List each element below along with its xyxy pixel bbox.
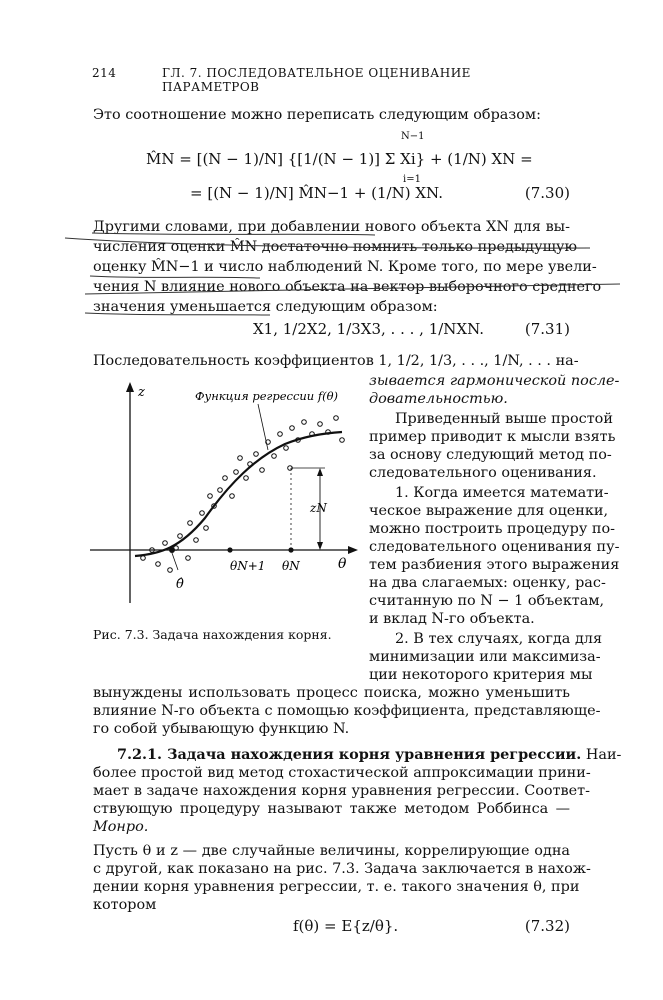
theta-hat-label: θ̂ [176,577,184,592]
equation-732-number: (7.32) [524,917,570,935]
intro-line: Это соотношение можно переписать следующим образом: [93,107,541,123]
curve-label: Функция регрессии f(θ) [195,389,339,403]
paragraph-3-line-3: го собой убывающую функцию N. [93,721,350,737]
paragraph-1-line-3: оценку M̂N−1 и число наблюдений N. Кроме того, по мере увели- [93,259,597,275]
section-title: 7.2.1. Задача нахождения корня уравнения регрессии. [117,746,582,763]
z-axis-label: z [138,385,145,400]
side-line-7: 1. Когда имеется математи- [395,485,609,501]
side-line-6: следовательного оценивания. [369,465,597,481]
z-n-arrow-down [317,542,323,550]
equation-730-number: (7.30) [524,184,570,202]
paragraph-1-line-1: Другими словами, при добавлении нового объекта XN для вы- [93,219,570,235]
theta-n1-label: θN+1 [230,559,266,573]
theta-axis-label: θ [338,556,347,572]
side-line-1: зывается гармонической после- [369,373,620,389]
paragraph-1-line-5: значения уменьшается следующим образом: [93,299,438,315]
figure-7-3 [80,378,365,618]
side-line-17: ции некоторого критерия мы [369,667,593,683]
root-leader [172,553,178,570]
paragraph-3-line-2: влияние N-го объекта с помощью коэффициента, представляюще- [93,703,601,719]
equation-731: X1, 1/2X2, 1/3X3, . . . , 1/NXN. [253,320,485,338]
page-number: 214 [92,66,117,80]
z-axis-arrow [126,382,134,392]
side-line-9: можно построить процедуру по- [369,521,615,537]
paragraph-1-line-2: числения оценки M̂N достаточно помнить только предыдущую [93,239,578,255]
side-line-5: за основу следующий метод по- [369,447,612,463]
regression-curve [135,432,342,556]
sum-lower-limit: i=1 [403,174,421,185]
section-heading-line [117,746,621,764]
side-line-13: считанную по N − 1 объектам, [369,593,605,609]
section-line-1-end: Наи- [585,747,622,763]
side-line-4: пример приводит к мысли взять [369,429,616,445]
equation-730-line2: = [(N − 1)/N] M̂N−1 + (1/N) XN. [190,184,443,202]
side-line-8: ческое выражение для оценки, [369,503,609,519]
paragraph-4-line-3: дении корня уравнения регрессии, т. е. такого значения θ, при [93,879,580,895]
figure-caption: Рис. 7.3. Задача нахождения корня. [93,627,332,642]
paragraph-1-line-4: чения N влияние нового объекта на вектор выборочного среднего [93,279,602,295]
equation-730-line1: M̂N = [(N − 1)/N] {[1/(N − 1)] Σ Xi} + (1/N) XN = [146,150,533,168]
side-line-15: 2. В тех случаях, когда для [395,631,603,647]
paragraph-4-line-4: котором [93,897,157,913]
side-line-14: и вклад N-го объекта. [369,611,535,627]
z-n-label: zN [310,501,327,515]
side-line-12: на два слагаемых: оценку, рас- [369,575,606,591]
section-line-2: более простой вид метод стохастической аппроксимации прини- [93,765,591,781]
z-n-arrow-up [317,468,323,476]
sum-upper-limit: N−1 [401,131,425,142]
side-line-10: следовательного оценивания пу- [369,539,620,555]
root-point [169,547,175,553]
side-line-3: Приведенный выше простой [395,411,613,427]
paragraph-4-line-2: с другой, как показано на рис. 7.3. Задача заключается в нахож- [93,861,591,877]
side-line-11: тем разбиения этого выражения [369,557,620,573]
equation-731-number: (7.31) [524,320,570,338]
section-line-4: ствующую процедуру называют также методом Роббинса — [93,801,570,817]
running-title: ГЛ. 7. ПОСЛЕДОВАТЕЛЬНОЕ ОЦЕНИВАНИЕ ПАРАМЕТРОВ [162,66,471,94]
paragraph-3-line-1: вынуждены использовать процесс поиска, можно уменьшить [93,685,570,701]
side-line-2: довательностью. [369,391,508,407]
section-line-5: Монро. [93,819,149,835]
theta-axis-arrow [348,546,358,554]
theta-n-label: θN [282,559,300,573]
equation-732: f(θ) = E{z/θ}. [293,917,399,935]
side-line-16: минимизации или максимиза- [369,649,601,665]
theta-n1-point [227,547,232,552]
paragraph-4-line-1: Пусть θ и z — две случайные величины, коррелирующие одна [93,843,570,859]
section-line-3: мает в задаче нахождения корня уравнения регрессии. Соответ- [93,783,590,799]
paragraph-2-line-1: Последовательность коэффициентов 1, 1/2, 1/3, . . ., 1/N, . . . на- [93,353,579,369]
